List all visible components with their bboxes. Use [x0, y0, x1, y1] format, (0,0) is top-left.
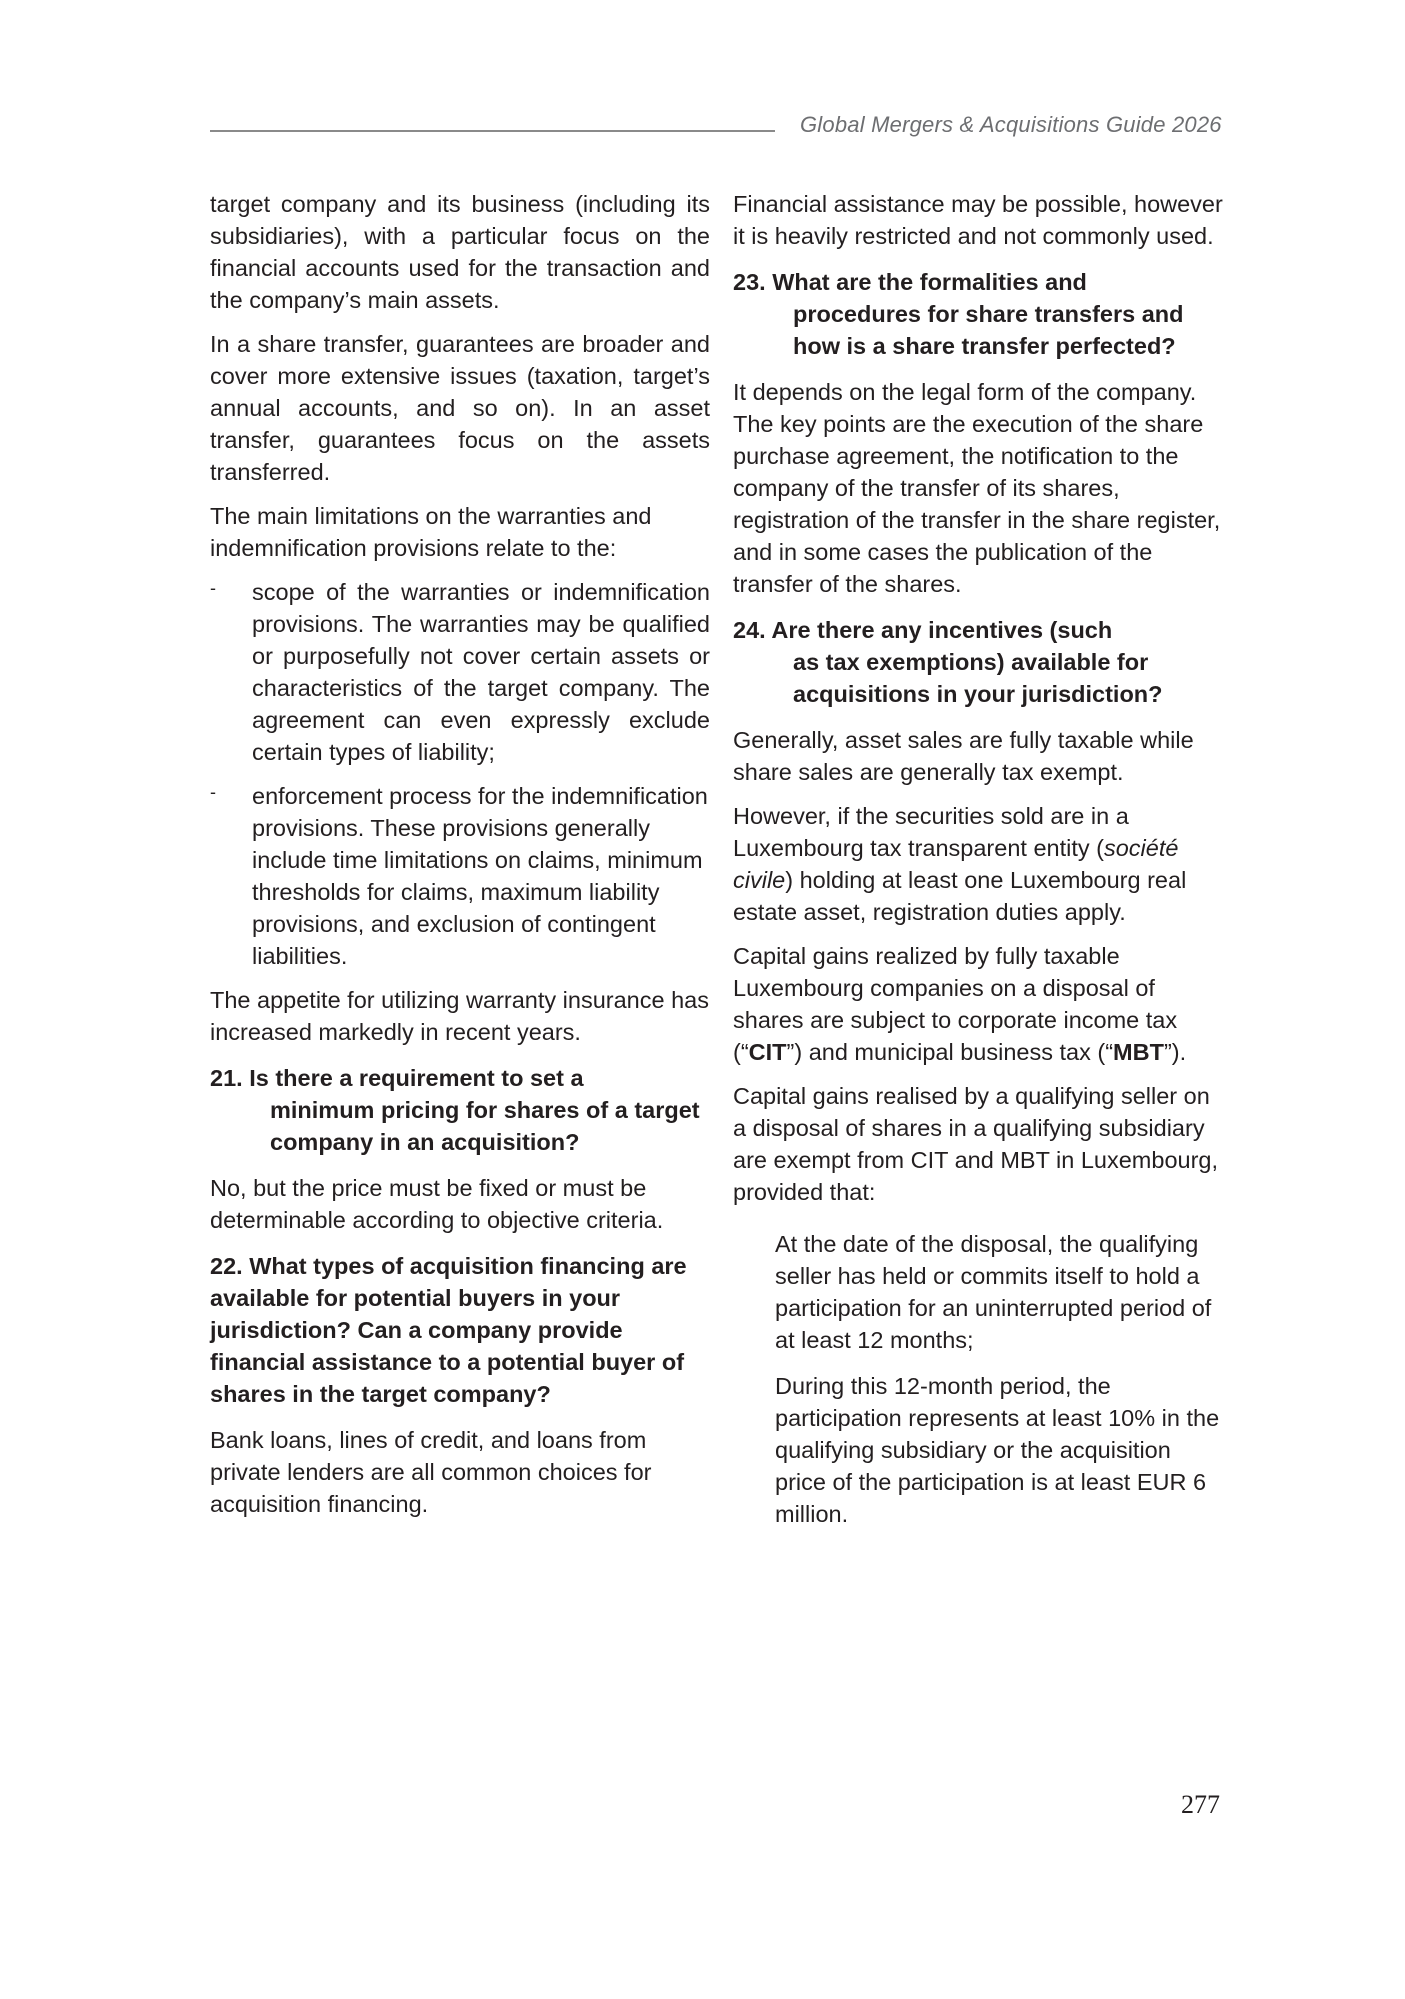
dash-bullet-icon: -	[210, 578, 216, 598]
running-header-title: Global Mergers & Acquisitions Guide 2026	[800, 112, 1222, 137]
list-item-text: enforcement process for the indemnification provisions. These provisions generally include time limitations on claims, minimum thresholds for claims, maximum liability provisions, and exclusion of contingent liabilities.	[252, 783, 708, 969]
answer-paragraph: Bank loans, lines of credit, and loans from private lenders are all common choices for acquisition financing.	[210, 1427, 652, 1517]
question-heading-22: 22. What types of acquisition financing are available for potential buyers in your jurisdiction? Can a company provide financial assistance to a potential buyer of shares in the target company?	[210, 1253, 687, 1407]
question-number: 23.	[733, 269, 766, 295]
conditions-list	[733, 1228, 1223, 1530]
paragraph: Financial assistance may be possible, however it is heavily restricted and not commonly used.	[733, 191, 1223, 249]
question-text-line1: What are the formalities and	[772, 269, 1087, 295]
text-run: ”) and municipal business tax (“	[786, 1039, 1114, 1065]
list-item	[210, 576, 710, 768]
text-run: ”).	[1163, 1039, 1187, 1065]
question-heading-23	[733, 266, 1223, 362]
left-column	[210, 188, 710, 1532]
paragraph: target company and its business (including its subsidiaries), with a particular focus on the financial accounts used for the transaction and the company’s main assets.	[210, 191, 710, 313]
question-number: 24.	[733, 617, 766, 643]
paragraph: In a share transfer, guarantees are broader and cover more extensive issues (taxation, target’s annual accounts, and so on). In an asset transfer, guarantees focus on the assets transferred.	[210, 331, 710, 485]
list-item	[210, 780, 710, 972]
italic-term: société civile	[733, 835, 1179, 893]
answer-paragraph: No, but the price must be fixed or must be determinable according to objective criteria.	[210, 1175, 664, 1233]
right-column	[733, 188, 1223, 1544]
list-item-text: scope of the warranties or indemnification provisions. The warranties may be qualified or purposefully not cover certain assets or characteristics of the target company. The agreement can even expressly exclude certain types of liability;	[252, 579, 710, 765]
defined-term-cit: CIT	[748, 1039, 787, 1065]
question-text-rest: procedures for share transfers and how is a share transfer perfected?	[793, 301, 1184, 359]
page-number: 277	[1181, 1790, 1220, 1819]
defined-term-mbt: MBT	[1113, 1039, 1164, 1065]
answer-paragraph: Capital gains realised by a qualifying seller on a disposal of shares in a qualifying subsidiary are exempt from CIT and MBT in Luxembourg, provided that:	[733, 1083, 1219, 1205]
header-rule	[210, 130, 775, 132]
answer-paragraph	[733, 800, 1223, 928]
question-text-rest: as tax exemptions) available for acquisitions in your jurisdiction?	[793, 649, 1163, 707]
text-run: Capital gains realized by fully taxable Luxembourg companies on a disposal of shares are subject to corporate income tax (“	[733, 943, 1178, 1065]
question-text-rest: minimum pricing for shares of a target company in an acquisition?	[270, 1097, 700, 1155]
dash-bullet-icon: -	[210, 782, 216, 802]
question-heading-24	[733, 614, 1223, 710]
paragraph: The main limitations on the warranties and indemnification provisions relate to the:	[210, 503, 652, 561]
question-number: 21.	[210, 1065, 243, 1091]
paragraph: The appetite for utilizing warranty insurance has increased markedly in recent years.	[210, 987, 709, 1045]
question-text-line1: Is there a requirement to set a	[249, 1065, 584, 1091]
text-run: ) holding at least one Luxembourg real estate asset, registration duties apply.	[733, 867, 1187, 925]
text-run: However, if the securities sold are in a Luxembourg tax transparent entity (	[733, 803, 1129, 861]
condition-item: At the date of the disposal, the qualifying seller has held or commits itself to hold a participation for an uninterrupted period of at least 12 months;	[775, 1231, 1212, 1353]
condition-item: During this 12-month period, the participation represents at least 10% in the qualifying subsidiary or the acquisition price of the participation is at least EUR 6 million.	[775, 1373, 1220, 1527]
question-heading-21	[210, 1062, 710, 1158]
answer-paragraph: Generally, asset sales are fully taxable while share sales are generally tax exempt.	[733, 727, 1194, 785]
answer-paragraph: It depends on the legal form of the company. The key points are the execution of the share purchase agreement, the notification to the company of the transfer of its shares, registration of the transfer in the share register, and in some cases the publication of the transfer of the shares.	[733, 379, 1221, 597]
answer-paragraph	[733, 940, 1223, 1068]
question-text-line1: Are there any incentives (such	[771, 617, 1113, 643]
